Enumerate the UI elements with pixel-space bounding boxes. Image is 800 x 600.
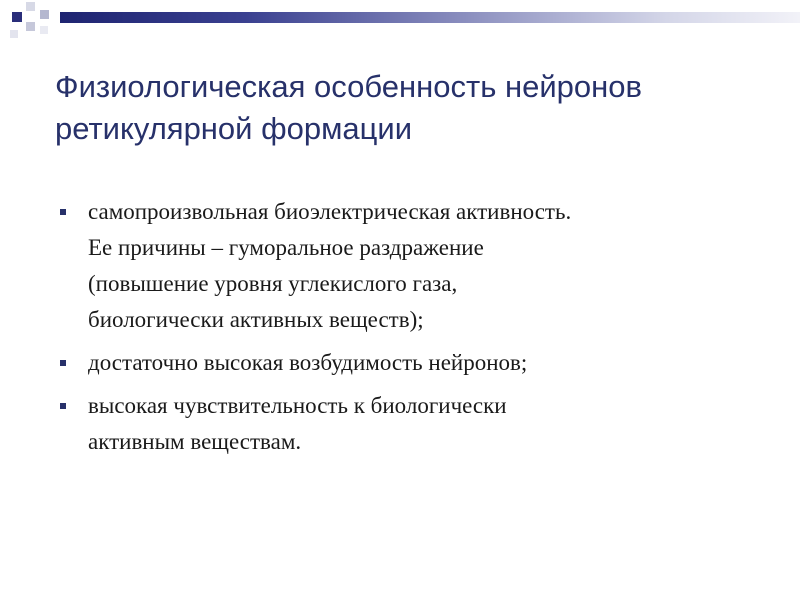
bullet-line: достаточно высокая возбудимость нейронов; [88,350,528,375]
bullet-line: биологически активных веществ); [88,307,424,332]
bullet-line: Ее причины – гуморальное раздражение [88,235,484,260]
square-icon [10,30,18,38]
square-icon [12,12,22,22]
title-line: Физиологическая особенность нейронов [55,69,642,104]
bullet-line: (повышение уровня углекислого газа, [88,271,458,296]
bullet-list [60,194,760,467]
square-icon [26,2,35,11]
bullet-item [60,194,760,338]
square-bullet-icon [60,360,66,366]
square-icon [40,26,48,34]
square-icon [26,22,35,31]
square-bullet-icon [60,403,66,409]
square-icon [40,10,49,19]
bullet-line: активным веществам. [88,429,302,454]
title-line: ретикулярной формации [55,111,413,146]
bullet-line: самопроизвольная биоэлектрическая активность. [88,199,572,224]
header-gradient-bar [60,12,800,23]
bullet-item [60,388,760,460]
slide-title [55,66,775,150]
decorative-squares-icon [0,0,70,52]
bullet-line: высокая чувствительность к биологически [88,393,507,418]
bullet-item [60,345,760,381]
square-bullet-icon [60,209,66,215]
